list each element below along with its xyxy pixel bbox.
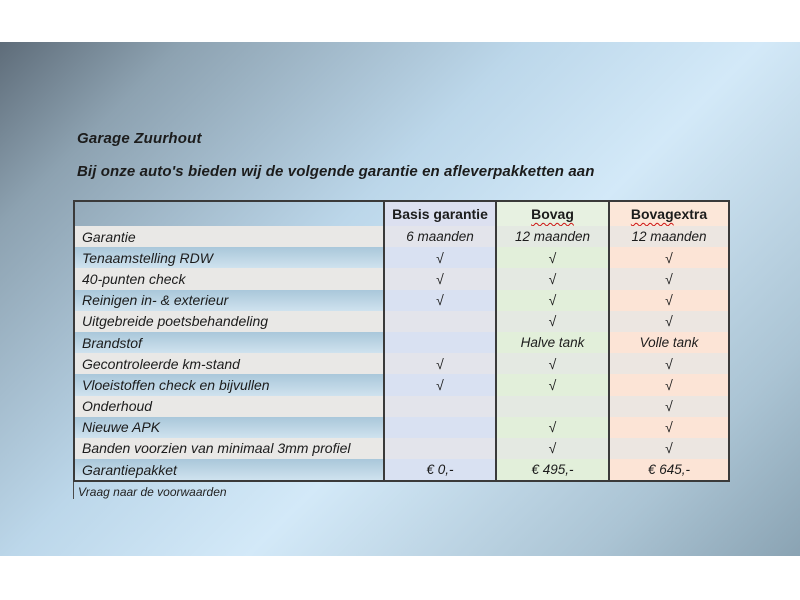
table-cell: 12 maanden xyxy=(497,226,610,247)
column-header: Basis garantie xyxy=(385,202,497,226)
table-cell xyxy=(385,332,497,353)
table-cell: √ xyxy=(385,353,497,374)
table-cell: 6 maanden xyxy=(385,226,497,247)
slide-background xyxy=(0,42,800,556)
row-label: Gecontroleerde km-stand xyxy=(75,353,385,374)
table-cell: € 0,- xyxy=(385,459,497,480)
table-cell: √ xyxy=(497,247,610,268)
table-row xyxy=(75,268,728,289)
row-label: Garantie xyxy=(75,226,385,247)
column-header-blank xyxy=(75,202,385,226)
row-label: Nieuwe APK xyxy=(75,417,385,438)
table-cell: √ xyxy=(610,438,728,459)
spellcheck-flagged-word: Bovag xyxy=(630,206,674,222)
row-label: Garantiepakket xyxy=(75,459,385,480)
table-cell: √ xyxy=(497,311,610,332)
table-cell: √ xyxy=(497,417,610,438)
table-cell: √ xyxy=(385,290,497,311)
warranty-comparison-table xyxy=(73,200,730,482)
table-row xyxy=(75,226,728,247)
table-cell xyxy=(497,396,610,417)
footnote-tick-line xyxy=(73,482,74,499)
table-cell: √ xyxy=(610,247,728,268)
table-cell: √ xyxy=(497,374,610,395)
table-cell xyxy=(385,311,497,332)
table-cell: √ xyxy=(610,417,728,438)
column-header: Bovag extra xyxy=(610,202,728,226)
table-row xyxy=(75,417,728,438)
table-cell: √ xyxy=(385,268,497,289)
table-row xyxy=(75,374,728,395)
table-cell: √ xyxy=(610,268,728,289)
table-row xyxy=(75,311,728,332)
table-row xyxy=(75,396,728,417)
table-cell: € 495,- xyxy=(497,459,610,480)
page-title: Garage Zuurhout xyxy=(77,130,202,147)
column-header xyxy=(497,202,610,226)
table-cell: √ xyxy=(497,353,610,374)
table-cell: √ xyxy=(497,290,610,311)
table-cell: € 645,- xyxy=(610,459,728,480)
table-cell: √ xyxy=(385,247,497,268)
table-cell xyxy=(385,396,497,417)
table-cell: √ xyxy=(610,311,728,332)
table-cell: √ xyxy=(385,374,497,395)
row-label: Vloeistoffen check en bijvullen xyxy=(75,374,385,395)
table-row xyxy=(75,459,728,480)
table-cell xyxy=(385,417,497,438)
row-label: Onderhoud xyxy=(75,396,385,417)
page-subtitle: Bij onze auto's bieden wij de volgende garantie en afleverpakketten aan xyxy=(77,163,595,180)
table-cell: √ xyxy=(610,353,728,374)
row-label: 40-punten check xyxy=(75,268,385,289)
table-cell: √ xyxy=(497,268,610,289)
table-cell: 12 maanden xyxy=(610,226,728,247)
row-label: Tenaamstelling RDW xyxy=(75,247,385,268)
row-label: Reinigen in- & exterieur xyxy=(75,290,385,311)
table-cell: √ xyxy=(610,290,728,311)
table-cell: Halve tank xyxy=(497,332,610,353)
table-row xyxy=(75,247,728,268)
row-label: Uitgebreide poetsbehandeling xyxy=(75,311,385,332)
footnote: Vraag naar de voorwaarden xyxy=(78,485,227,499)
table-cell: √ xyxy=(497,438,610,459)
table-row xyxy=(75,438,728,459)
table-cell xyxy=(385,438,497,459)
table-cell: √ xyxy=(610,396,728,417)
table-header-row xyxy=(75,202,728,226)
table-row xyxy=(75,290,728,311)
table-row xyxy=(75,353,728,374)
row-label: Banden voorzien van minimaal 3mm profiel xyxy=(75,438,385,459)
table-cell: Volle tank xyxy=(610,332,728,353)
spellcheck-flagged-word: Bovag xyxy=(531,206,574,222)
table-row xyxy=(75,332,728,353)
table-cell: √ xyxy=(610,374,728,395)
row-label: Brandstof xyxy=(75,332,385,353)
